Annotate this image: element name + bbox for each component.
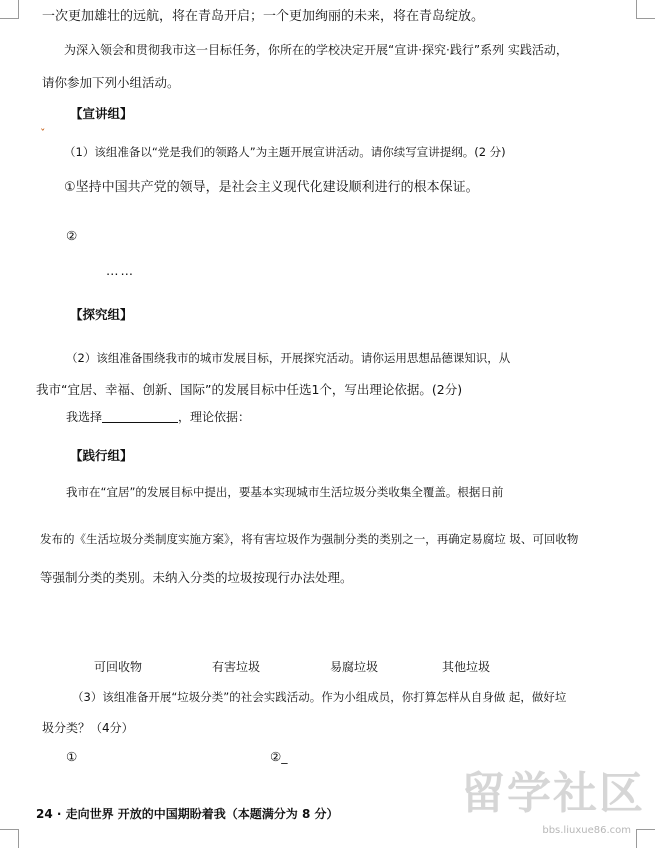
- question-1: （1）该组准备以“党是我们的领路人”为主题开展宣讲活动。请你续写宣讲提纲。(2 分): [64, 145, 506, 159]
- category-other: 其他垃圾: [442, 660, 491, 674]
- answer-slot-2: ②_: [270, 749, 288, 764]
- outline-point-2: ②: [66, 228, 78, 243]
- watermark-logo-text: 留学社区: [461, 768, 645, 819]
- caret-mark-icon: ˇ: [40, 127, 46, 140]
- question-2-continued: 我市“宜居、幸福、创新、国际”的发展目标中任选1个，写出理论依据。(2分): [36, 382, 463, 397]
- theory-basis-label: ，理论依据：: [178, 410, 251, 424]
- intro-closing-line: 一次更加雄壮的远航，将在青岛开启；一个更加绚丽的未来，将在青岛绽放。: [42, 9, 485, 24]
- group-heading-practice: 【践行组】: [70, 448, 133, 463]
- question-2: （2）该组准备围绕我市的城市发展目标，开展探究活动。请你运用思想品德课知识，从: [66, 351, 511, 365]
- outline-point-1: ①坚持中国共产党的领导，是社会主义现代化建设顺利进行的根本保证。: [64, 180, 479, 195]
- group-heading-lecture: 【宣讲组】: [70, 106, 133, 121]
- practice-background-line-2: 发布的《生活垃圾分类制度实施方案》，将有害垃圾作为强制分类的类别之一，再确定易腐垃 圾、可回收物: [40, 532, 579, 546]
- choice-answer-blank: [102, 411, 178, 423]
- category-hazardous: 有害垃圾: [212, 660, 261, 674]
- choice-prompt: 我选择: [66, 410, 103, 424]
- activity-intro-continued: 请你参加下列小组活动。: [42, 75, 180, 90]
- practice-background-line-3: 等强制分类的类别。未纳入分类的垃圾按现行办法处理。: [40, 570, 353, 585]
- category-recyclable: 可回收物: [94, 660, 143, 674]
- watermark: [461, 766, 647, 844]
- section-24-heading: 24 · 走向世界 开放的中国期盼着我（本题满分为 8 分）: [36, 807, 339, 821]
- activity-intro-line: 为深入领会和贯彻我市这一目标任务，你所在的学校决定开展“宣讲·探究·践行”系列 实践活动，: [64, 43, 568, 57]
- practice-background-line-1: 我市在“宜居”的发展目标中提出，要基本实现城市生活垃圾分类收集全覆盖。根据日前: [66, 485, 504, 499]
- answer-choice-line: [66, 411, 250, 423]
- group-heading-inquiry: 【探究组】: [70, 307, 133, 322]
- question-3: （3）该组准备开展“垃圾分类”的社会实践活动。作为小组成员，你打算怎样从自身做 起，做好垃: [72, 690, 567, 704]
- outline-ellipsis: ……: [106, 263, 135, 278]
- page-corner-top-left: [0, 0, 19, 19]
- page-corner-top-right: [636, 0, 655, 19]
- page-corner-bottom-left: [0, 829, 19, 848]
- question-3-continued: 圾分类？（4分）: [42, 721, 134, 735]
- watermark-url: bbs.liuxue86.com: [542, 825, 631, 836]
- category-perishable: 易腐垃圾: [330, 660, 379, 674]
- answer-slot-1: ①: [66, 749, 78, 764]
